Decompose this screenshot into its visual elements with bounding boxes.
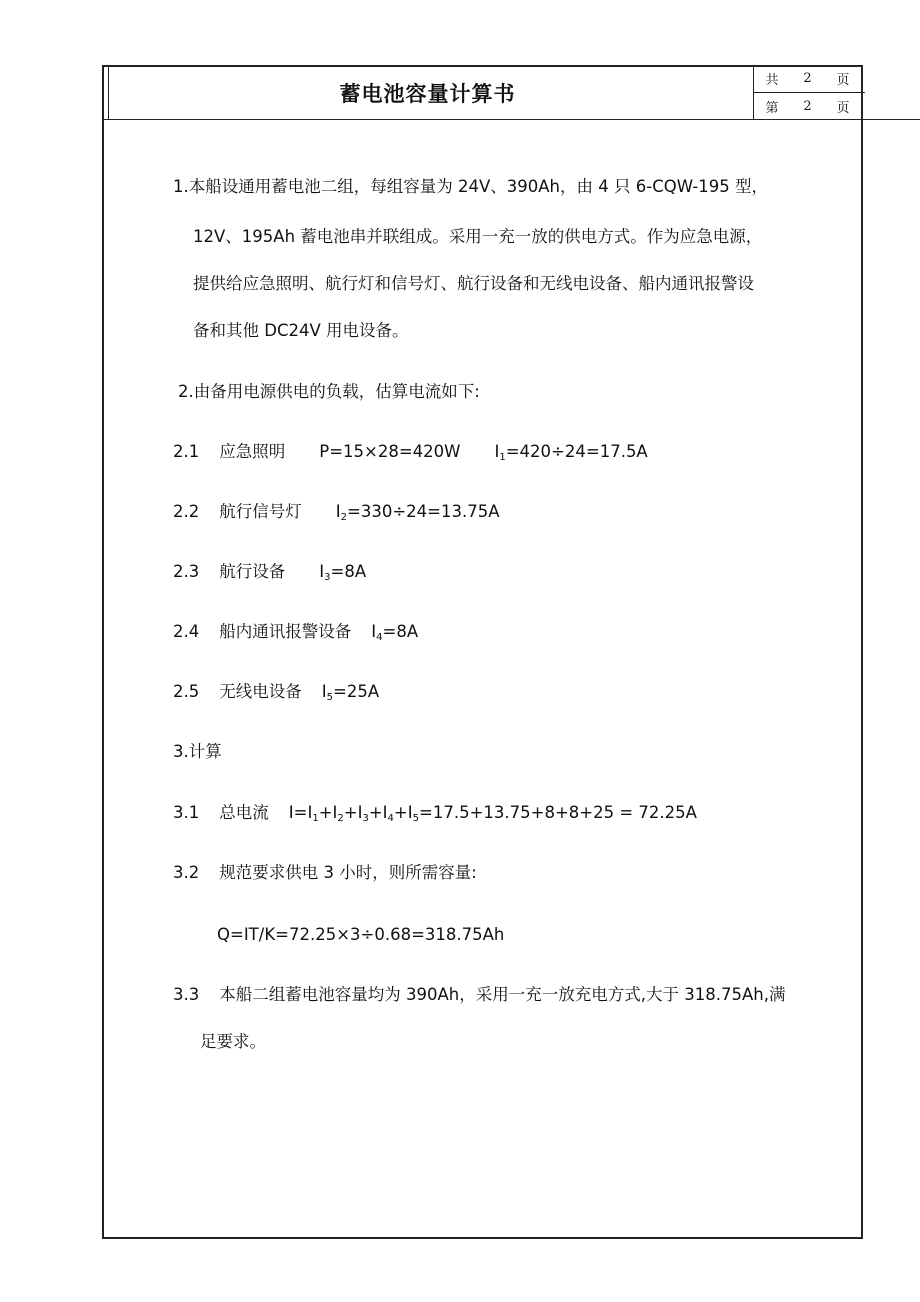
body-line xyxy=(200,1032,266,1052)
subscript: 5 xyxy=(412,813,419,824)
text-segment: =17.5+13.75+8+8+25 = 72.25A xyxy=(419,803,697,822)
text-segment: 2.3 xyxy=(173,562,200,581)
text-segment: +I xyxy=(393,803,413,822)
body-line xyxy=(173,562,366,588)
body-line xyxy=(173,863,477,883)
current-page-suffix: 页 xyxy=(836,101,850,116)
text-segment: =8A xyxy=(330,562,367,581)
text-segment: 12V、195Ah 蓄电池串并联组成。采用一充一放的供电方式。作为应急电源， xyxy=(193,227,763,246)
text-segment: +I xyxy=(343,803,363,822)
text-segment: I=I xyxy=(288,803,313,822)
total-pages-number: 2 xyxy=(803,71,812,86)
body-line xyxy=(173,985,785,1005)
text-segment: 提供给应急照明、航行灯和信号灯、航行设备和无线电设备、船内通讯报警设 xyxy=(193,274,754,293)
text-segment: P=15×28=420W xyxy=(319,442,461,461)
subscript: 3 xyxy=(362,813,369,824)
subscript: 4 xyxy=(376,632,383,643)
subscript: 2 xyxy=(337,813,344,824)
current-page-prefix: 第 xyxy=(765,101,779,116)
body-line xyxy=(173,622,418,648)
subscript: 4 xyxy=(387,813,394,824)
subscript: 3 xyxy=(324,572,331,583)
border-bottom xyxy=(102,1237,863,1239)
text-segment: =25A xyxy=(333,682,380,701)
current-page xyxy=(753,93,862,120)
text-segment: 备和其他 DC24V 用电设备。 xyxy=(193,321,409,340)
body-line xyxy=(173,502,500,528)
text-segment: 航行信号灯 xyxy=(219,502,302,521)
body-line xyxy=(217,925,504,945)
body-line xyxy=(193,321,409,341)
text-segment: 2.5 xyxy=(173,682,200,701)
text-segment: I xyxy=(321,682,327,701)
text-segment: 无线电设备 xyxy=(219,682,302,701)
text-segment: 3.3 xyxy=(173,985,200,1004)
text-segment: 规范要求供电 3 小时，则所需容量: xyxy=(219,863,477,882)
border-right xyxy=(861,65,863,1238)
text-segment: 足要求。 xyxy=(200,1032,266,1051)
text-segment: I xyxy=(319,562,325,581)
text-segment: 应急照明 xyxy=(219,442,286,461)
text-segment: =330÷24=13.75A xyxy=(347,502,500,521)
total-pages xyxy=(753,65,862,92)
body-line xyxy=(173,442,648,468)
body-line xyxy=(173,177,768,197)
text-segment: 3.2 xyxy=(173,863,200,882)
total-pages-suffix: 页 xyxy=(836,73,850,88)
subscript: 1 xyxy=(312,813,319,824)
text-segment: I xyxy=(335,502,341,521)
text-segment: +I xyxy=(368,803,388,822)
text-segment: 3.计算 xyxy=(173,742,222,761)
text-segment: 2.4 xyxy=(173,622,200,641)
text-segment: 2.1 xyxy=(173,442,200,461)
border-left xyxy=(102,65,104,1238)
body-line xyxy=(193,274,754,294)
body-line xyxy=(173,803,697,829)
text-segment: I xyxy=(494,442,500,461)
current-page-number: 2 xyxy=(803,99,812,114)
total-pages-prefix: 共 xyxy=(765,73,779,88)
subscript: 5 xyxy=(326,692,333,703)
document-title: 蓄电池容量计算书 xyxy=(339,80,516,106)
body-line xyxy=(193,227,762,247)
text-segment: =8A xyxy=(382,622,419,641)
text-segment: 3.1 xyxy=(173,803,200,822)
text-segment: 船内通讯报警设备 xyxy=(219,622,352,641)
text-segment: 本船二组蓄电池容量均为 390Ah，采用一充一放充电方式,大于 318.75Ah,满 xyxy=(219,985,786,1004)
text-segment: 2.由备用电源供电的负载，估算电流如下: xyxy=(178,382,480,401)
text-segment: +I xyxy=(318,803,338,822)
subscript: 1 xyxy=(499,452,506,463)
body-line xyxy=(173,742,222,762)
body-line xyxy=(173,682,379,708)
body-line xyxy=(178,382,480,402)
text-segment: 航行设备 xyxy=(219,562,286,581)
text-segment: Q=IT/K=72.25×3÷0.68=318.75Ah xyxy=(217,925,505,944)
subscript: 2 xyxy=(340,512,347,523)
text-segment: =420÷24=17.5A xyxy=(505,442,648,461)
text-segment: 1.本船设通用蓄电池二组，每组容量为 24V、390Ah，由 4 只 6-CQW-195 型， xyxy=(173,177,769,196)
text-segment: I xyxy=(371,622,377,641)
text-segment: 2.2 xyxy=(173,502,200,521)
text-segment: 总电流 xyxy=(219,803,269,822)
